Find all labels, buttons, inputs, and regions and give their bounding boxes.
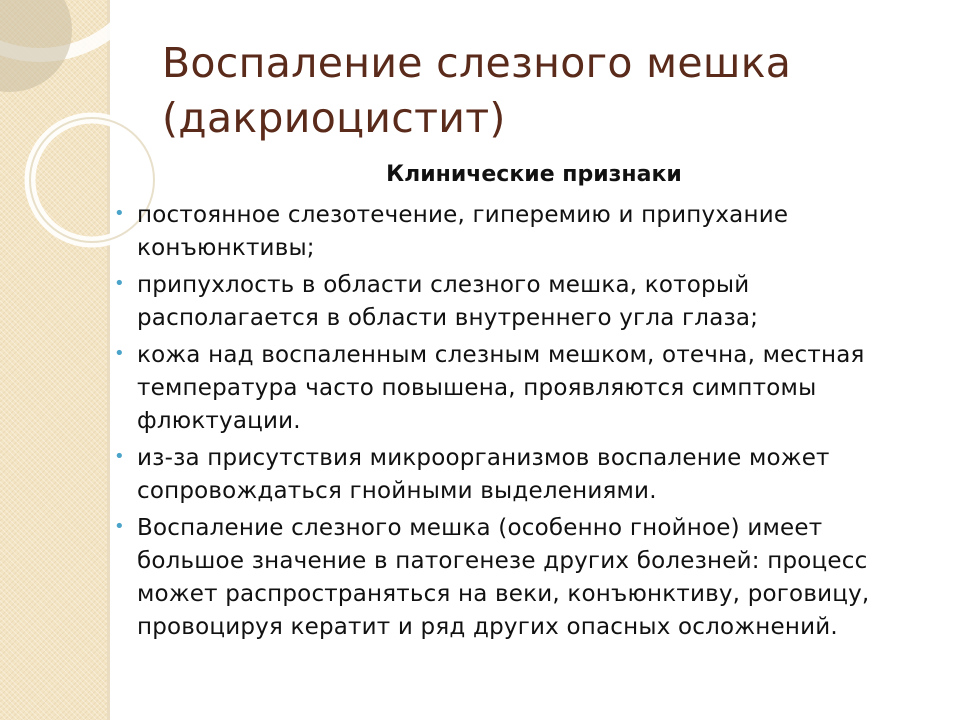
bullet-icon: • [114,446,125,467]
section-subheading: Клинические признаки [386,162,682,187]
page-title [162,36,922,146]
bullet-text: постоянное слезотечение, гиперемию и припухание конъюнктивы; [137,202,789,261]
list-item [114,339,930,438]
bullet-icon: • [114,343,125,364]
bullet-list [114,199,930,648]
list-item [114,512,930,644]
list-item [114,199,930,265]
bullet-icon: • [114,273,125,294]
bullet-text: Воспаление слезного мешка (особенно гнойное) имеет большое значение в патогенезе других болезней: процесс может распространяться на веки, конъюнктиву, роговицу, провоцируя кератит и ряд других опасных осложнений. [137,515,870,640]
list-item [114,269,930,335]
bullet-text: из-за присутствия микроорганизмов воспаление может сопровождаться гнойными выделениями. [137,445,830,504]
bullet-icon: • [114,516,125,537]
bullet-text: кожа над воспаленным слезным мешком, отечна, местная температура часто повышена, проявляются симптомы флюктуации. [137,342,865,434]
bullet-icon: • [114,203,125,224]
list-item [114,442,930,508]
title-line-1: Воспаление слезного мешка [162,39,792,87]
title-line-2: (дакриоцистит) [162,94,506,142]
bullet-text: припухлость в области слезного мешка, который располагается в области внутреннего угла глаза; [137,272,759,331]
